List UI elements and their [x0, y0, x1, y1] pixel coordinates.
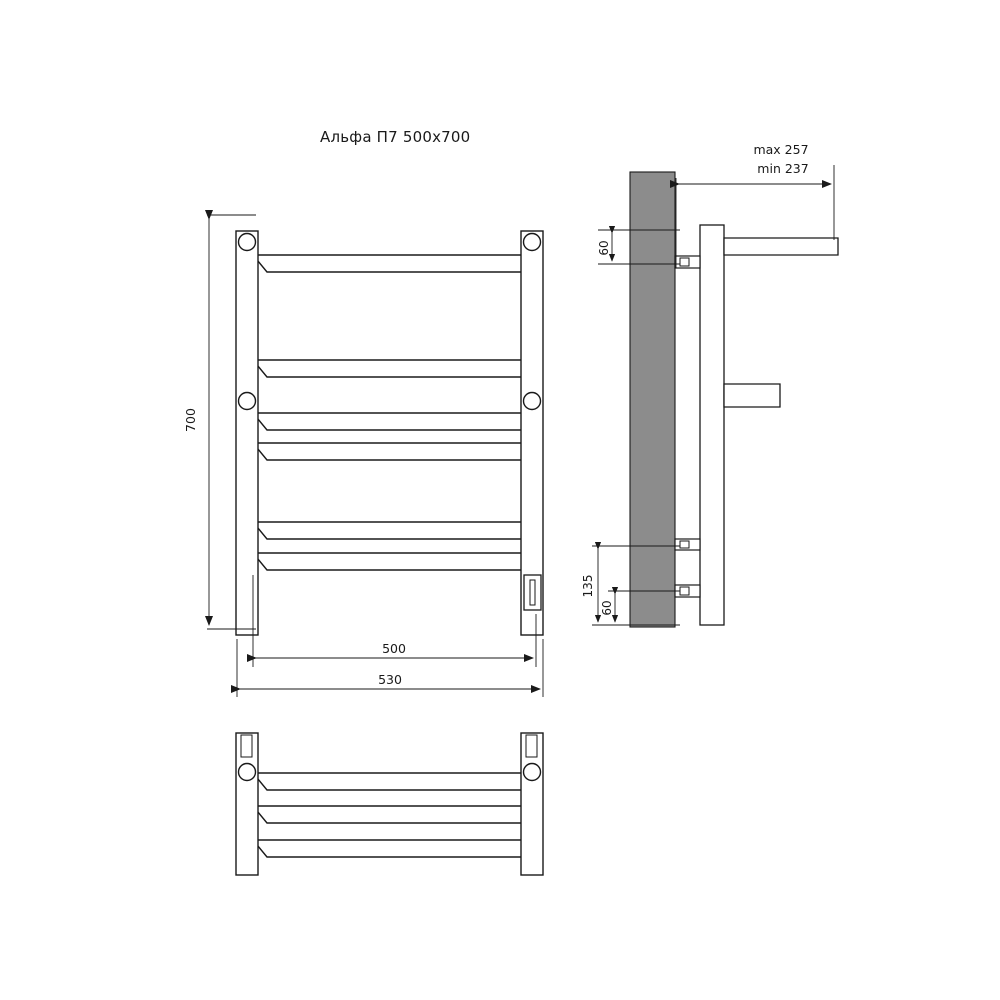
front-left-post	[236, 231, 258, 635]
side-top-rail	[724, 238, 838, 255]
dim-label-offset-bottom-a: 135	[581, 574, 595, 598]
dim-label-width-inner: 500	[382, 641, 406, 656]
side-middle-rail	[724, 384, 780, 407]
plan-rail-3	[253, 840, 536, 857]
plan-rail-1	[253, 773, 536, 790]
dim-width-500	[253, 575, 536, 667]
front-elevation-view	[183, 215, 543, 697]
dim-label-width-outer: 530	[378, 672, 402, 687]
page-title: Альфа П7 500x700	[320, 128, 471, 146]
dim-label-offset-top: 60	[597, 240, 611, 256]
plan-rail-2	[253, 806, 536, 823]
top-plan-view	[236, 733, 543, 875]
dim-label-height: 700	[183, 408, 198, 432]
plan-right-post	[521, 733, 543, 875]
plan-left-post	[236, 733, 258, 875]
side-bracket-bottom-upper	[675, 539, 700, 550]
front-switch-box	[524, 575, 541, 610]
dim-label-depth-max: max 257	[753, 142, 809, 157]
side-post	[700, 225, 724, 625]
side-bracket-top	[675, 256, 700, 268]
side-wall	[630, 172, 675, 627]
side-section-view	[581, 142, 838, 627]
dim-label-depth-min: min 237	[757, 161, 809, 176]
front-rails	[253, 255, 536, 570]
dim-label-offset-bottom-b: 60	[600, 600, 614, 616]
